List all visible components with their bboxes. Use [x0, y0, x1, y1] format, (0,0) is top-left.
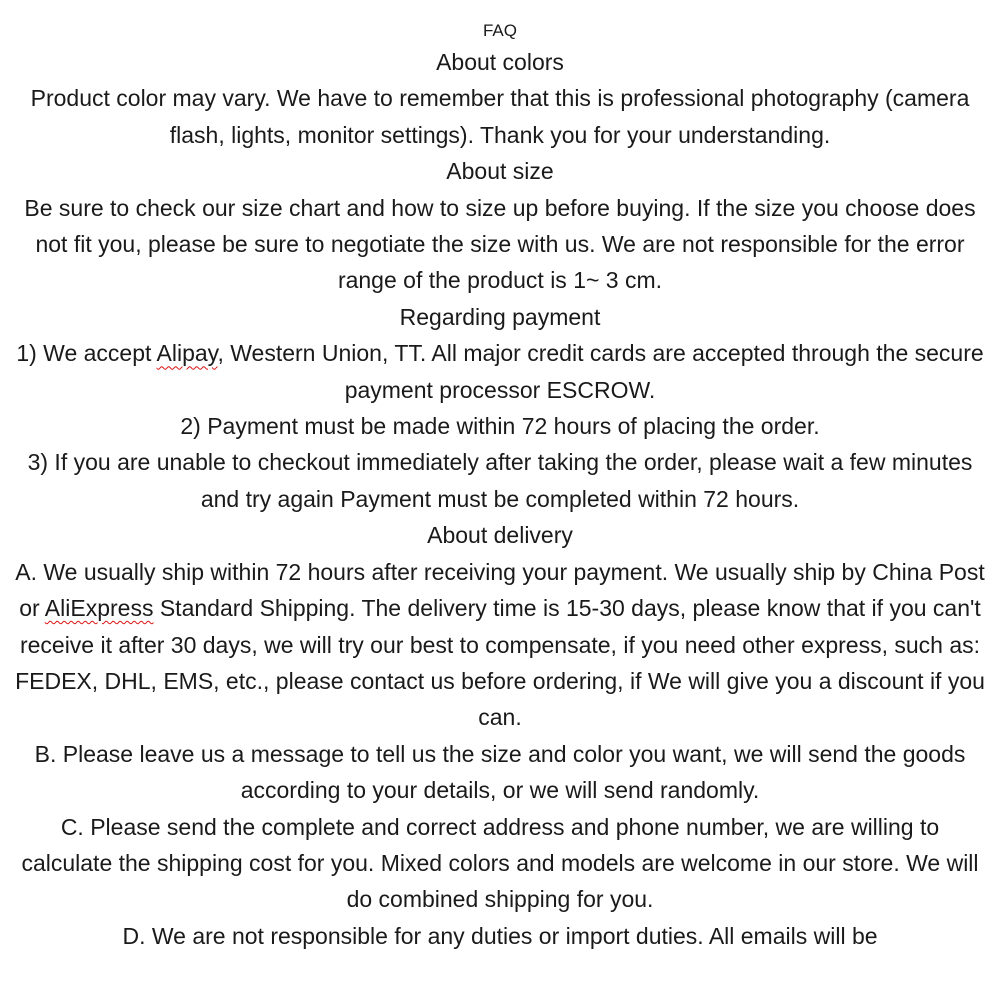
delivery-heading: About delivery	[427, 522, 573, 549]
payment-item-3: 3) If you are unable to checkout immediately after taking the order, please wait a few minutes and try again Payment must be completed within 72 hours.	[27, 449, 973, 512]
payment-heading: Regarding payment	[399, 303, 601, 330]
size-heading: About size	[446, 158, 554, 185]
payment-item-1-start: 1) We accept	[16, 340, 157, 367]
size-section	[14, 153, 986, 299]
payment-section	[14, 299, 986, 517]
delivery-item-b: B. Please leave us a message to tell us the size and color you want, we will send the goods according to your details, or we will send randomly.	[34, 740, 966, 804]
colors-heading: About colors	[436, 49, 564, 75]
payment-item-1	[14, 335, 986, 408]
delivery-item-d: D. We are not responsible for any duties or import duties. All emails will be	[122, 922, 878, 949]
delivery-item-a	[14, 554, 986, 736]
delivery-item-a-start: A. We usually ship within 72 hours after receiving your payment. We usually ship by China Post or	[15, 558, 985, 622]
colors-paragraph: Product color may vary. We have to remember that this is professional photography (camera flash, lights, monitor settings). Thank you for your understanding.	[30, 85, 970, 148]
payment-item-1-end: , Western Union, TT. All major credit cards are accepted through the secure payment processor ESCROW.	[217, 340, 984, 403]
alipay-misspelled-word: Alipay	[156, 340, 218, 367]
delivery-item-a-end: Standard Shipping. The delivery time is 15-30 days, please know that if you can't receive it after 30 days, we will try our best to compensate, if you need other express, such as: FEDEX, DHL, EMS, etc., please contact us before ordering, if We will give you a discount if you can.	[15, 595, 985, 731]
colors-section	[14, 44, 986, 153]
delivery-section	[14, 517, 986, 954]
aliexpress-misspelled-word: AliExpress	[44, 595, 154, 622]
delivery-item-c: C. Please send the complete and correct address and phone number, we are willing to calculate the shipping cost for you. Mixed colors and models are welcome in our store. We will do combined shipping for you.	[21, 813, 979, 913]
faq-title: FAQ	[482, 21, 517, 40]
size-paragraph: Be sure to check our size chart and how to size up before buying. If the size you choose does not fit you, please be sure to negotiate the size with us. We are not responsible for the error range of the product is 1~ 3 cm.	[24, 194, 976, 294]
payment-item-2: 2) Payment must be made within 72 hours of placing the order.	[180, 413, 820, 440]
